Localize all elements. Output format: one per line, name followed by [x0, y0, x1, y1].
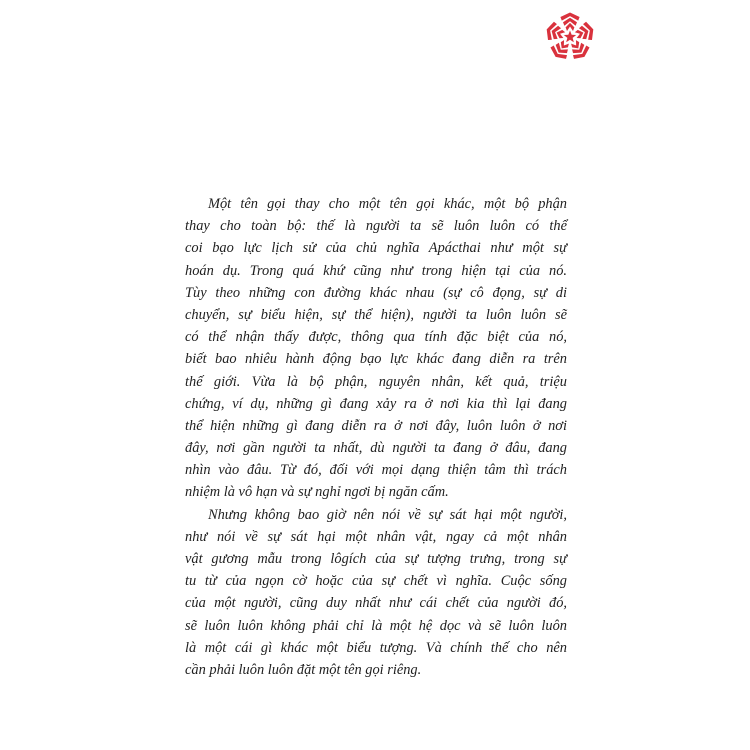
text-line: sẽ luôn luôn không phải chỉ là một hệ dọc và sẽ luôn luôn	[185, 617, 567, 634]
text-line: thế giới. Vừa là bộ phận, nguyên nhân, kết quả, triệu	[185, 373, 567, 390]
text-line: biết bao nhiêu hành động bạo lực khác đang diễn ra trên	[185, 351, 567, 368]
paragraph-2	[185, 504, 567, 682]
text-line: Một tên gọi thay cho một tên gọi khác, một bộ phận	[208, 196, 567, 212]
paragraph-1	[185, 193, 567, 504]
text-line: tu từ của ngọn cờ hoặc của sự chết vì nghĩa. Cuộc sống	[185, 573, 567, 590]
body-text	[185, 193, 567, 681]
text-line: coi bạo lực lịch sử của chủ nghĩa Apácthai như một sự	[185, 240, 567, 257]
text-line: nhìn vào đâu. Từ đó, đối với mọi dạng thiện tâm thì trách	[185, 462, 567, 479]
text-line: là một cái gì khác một biểu tượng. Và chính thế cho nên	[185, 639, 567, 656]
text-line: thể hiện những gì đang diễn ra ở nơi đây, luôn luôn ở nơi	[185, 417, 567, 434]
text-line: thay cho toàn bộ: thế là người ta sẽ luôn luôn có thể	[185, 218, 567, 235]
text-line: có thể nhận thấy được, thông qua tính đặc biệt của nó,	[185, 329, 567, 346]
text-line: cần phải luôn luôn đặt một tên gọi riêng.	[185, 661, 422, 678]
publisher-star-logo-icon	[545, 12, 595, 62]
text-line: vật gương mẫu trong lôgích của sự tượng trưng, trong sự	[185, 551, 567, 567]
text-line: Tùy theo những con đường khác nhau (sự cô đọng, sự di	[185, 284, 567, 301]
text-line: đây, nơi gần người ta nhất, dù người ta đang ở đâu, đang	[185, 440, 567, 457]
text-line: như nói về sự sát hại một nhân vật, ngay cả một nhân	[185, 528, 567, 545]
text-line: hoán dụ. Trong quá khứ cũng như trong hiện tại của nó.	[185, 262, 567, 279]
text-line: chứng, ví dụ, những gì đang xảy ra ở nơi kia thì lại đang	[185, 395, 567, 412]
text-line: Nhưng không bao giờ nên nói về sự sát hại một người,	[208, 506, 567, 523]
text-line: chuyển, sự biểu hiện, sự thể hiện), người ta luôn luôn sẽ	[185, 306, 567, 323]
text-line: nhiệm là vô hạn và sự nghỉ ngơi bị ngăn cấm.	[185, 484, 449, 501]
text-line: của một người, cũng duy nhất như cái chết của người đó,	[185, 595, 567, 612]
